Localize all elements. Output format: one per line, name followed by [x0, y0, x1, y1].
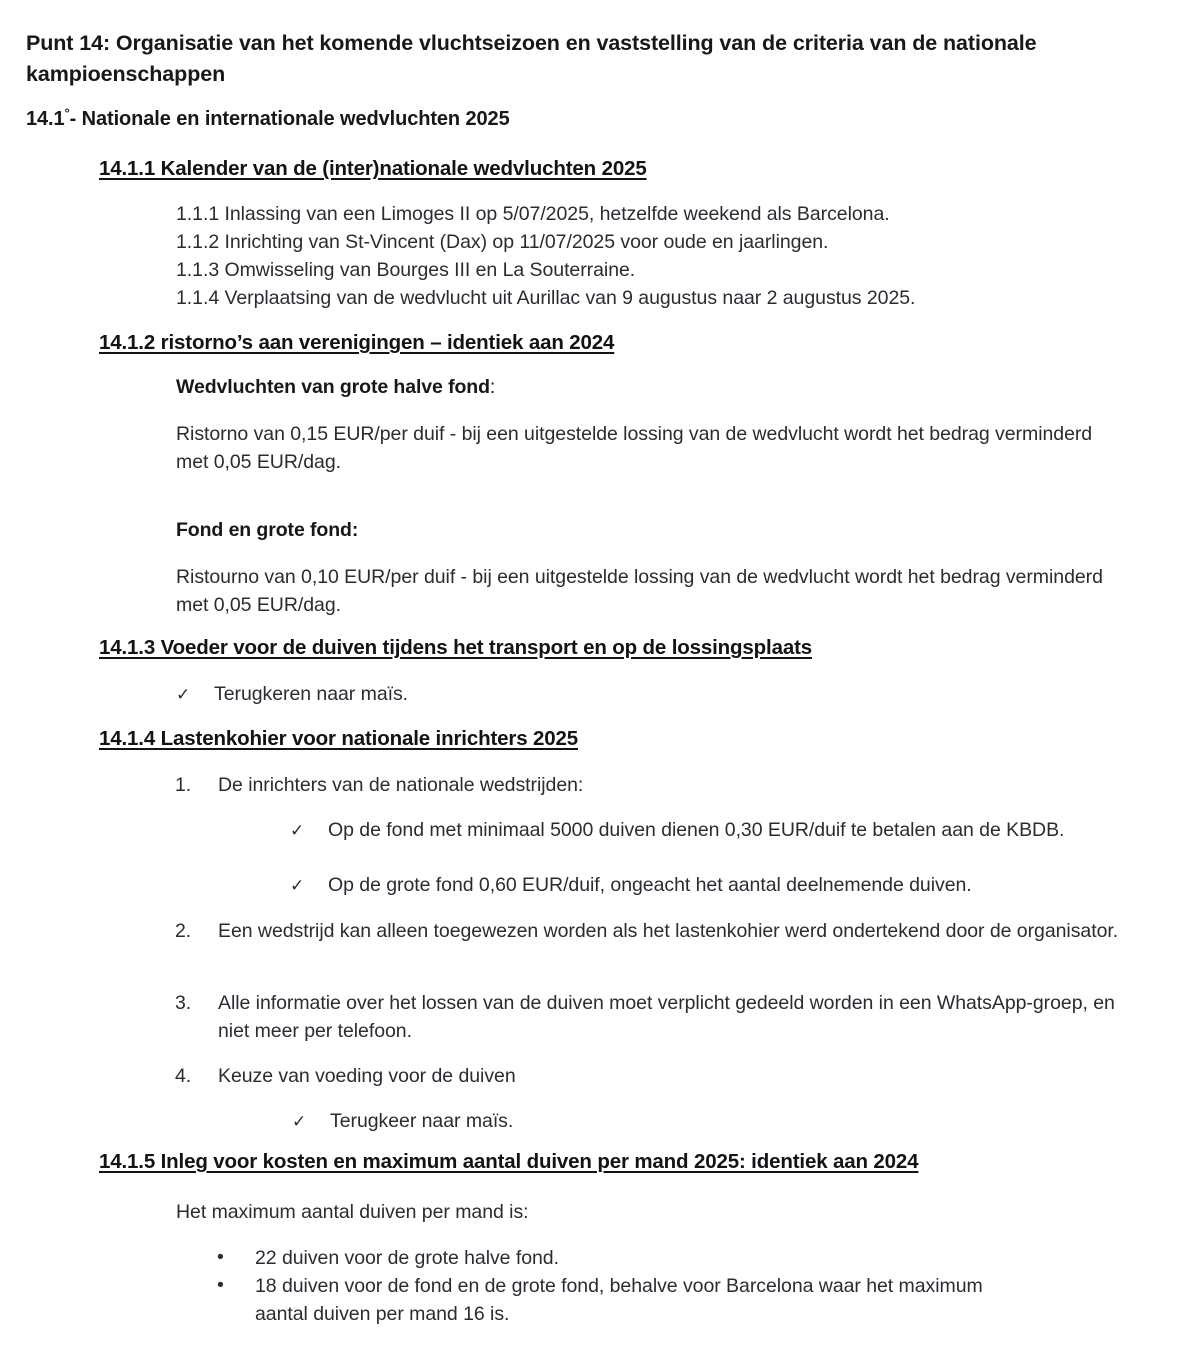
check-icon: ✓	[290, 876, 305, 895]
heading-14-1	[26, 105, 510, 131]
list-item-number: 2.	[175, 920, 192, 942]
list-item	[217, 1245, 1017, 1273]
list-item	[175, 1063, 975, 1091]
check-icon: ✓	[290, 821, 305, 840]
document-title: Punt 14: Organisatie van het komende vluchtseizoen en vaststelling van de criteria van de nationale kampioenschappen	[26, 31, 1037, 86]
list-item-label: 22 duiven voor de grote halve fond.	[255, 1247, 559, 1269]
check-item-label: Op de grote fond 0,60 EUR/duif, ongeacht het aantal deelnemende duiven.	[328, 874, 972, 896]
bullet-icon: •	[217, 1246, 224, 1268]
label-colon: :	[489, 376, 496, 398]
check-icon: ✓	[176, 685, 191, 704]
paragraph-ristorno-halve-fond: Ristorno van 0,15 EUR/per duif - bij een uitgestelde lossing van de wedvlucht wordt het bedrag verminderd met 0,05 EUR/dag.	[176, 423, 1093, 473]
check-item-fond-5000-duiven	[290, 817, 1138, 845]
list-item-label: Keuze van voeding voor de duiven	[218, 1065, 516, 1087]
label-fond-en-grote-fond: Fond en grote fond:	[176, 519, 359, 541]
calendar-item-list	[176, 200, 1136, 312]
bullet-icon: •	[217, 1274, 224, 1296]
heading-14-1-5: 14.1.5 Inleg voor kosten en maximum aantal duiven per mand 2025: identiek aan 2024	[99, 1150, 919, 1173]
calendar-item-3: 1.1.3 Omwisseling van Bourges III en La Souterraine.	[176, 259, 636, 282]
list-item-number: 1.	[175, 774, 192, 796]
paragraph-ristourno-fond: Ristourno van 0,10 EUR/per duif - bij een uitgestelde lossing van de wedvlucht wordt het bedrag verminderd met 0,05 EUR/dag.	[176, 566, 1103, 616]
calendar-item-4: 1.1.4 Verplaatsing van de wedvlucht uit Aurillac van 9 augustus naar 2 augustus 2025.	[176, 287, 916, 310]
check-item-grote-fond-060	[290, 872, 1138, 900]
check-item-label: Terugkeren naar maïs.	[214, 683, 409, 705]
heading-14-1-text: - Nationale en internationale wedvluchten 2025	[69, 108, 510, 130]
check-item-label: Terugkeer naar maïs.	[330, 1110, 514, 1132]
calendar-item-2: 1.1.2 Inrichting van St-Vincent (Dax) op 11/07/2025 voor oude en jaarlingen.	[176, 231, 829, 254]
list-item-number: 4.	[175, 1065, 192, 1087]
heading-14-1-2: 14.1.2 ristorno’s aan verenigingen – identiek aan 2024	[99, 331, 615, 354]
list-item-label: Alle informatie over het lossen van de duiven moet verplicht gedeeld worden in een WhatsApp-groep, en niet meer per telefoon.	[218, 992, 1115, 1042]
check-item-label: Op de fond met minimaal 5000 duiven dienen 0,30 EUR/duif te betalen aan de KBDB.	[328, 819, 1065, 841]
list-item	[175, 772, 1115, 800]
paragraph-max-duiven-intro: Het maximum aantal duiven per mand is:	[176, 1201, 529, 1223]
list-item	[175, 918, 1133, 946]
heading-14-1-1: 14.1.1 Kalender van de (inter)nationale wedvluchten 2025	[99, 157, 647, 180]
check-item-terugkeren-mais	[176, 681, 976, 709]
list-item	[217, 1273, 1035, 1328]
degree-sign-icon: °	[64, 105, 70, 121]
list-item-label: 18 duiven voor de fond en de grote fond, behalve voor Barcelona waar het maximum aantal duiven per mand 16 is.	[255, 1275, 983, 1325]
heading-14-1-number: 14.1	[26, 108, 65, 130]
check-icon: ✓	[292, 1112, 307, 1131]
list-item-label: Een wedstrijd kan alleen toegewezen worden als het lastenkohier werd ondertekend door de organisator.	[218, 920, 1119, 942]
calendar-item-1: 1.1.1 Inlassing van een Limoges II op 5/07/2025, hetzelfde weekend als Barcelona.	[176, 203, 890, 225]
heading-14-1-3: 14.1.3 Voeder voor de duiven tijdens het transport en op de lossingsplaats	[99, 636, 813, 659]
label-text: Wedvluchten van grote halve fond	[176, 376, 490, 398]
heading-14-1-4: 14.1.4 Lastenkohier voor nationale inrichters 2025	[99, 727, 579, 750]
check-item-terugkeer-mais	[292, 1108, 992, 1136]
list-item-number: 3.	[175, 992, 192, 1014]
label-wedvluchten-grote-halve-fond	[176, 376, 495, 399]
list-item	[175, 990, 1125, 1045]
list-item-label: De inrichters van de nationale wedstrijden:	[218, 774, 584, 796]
